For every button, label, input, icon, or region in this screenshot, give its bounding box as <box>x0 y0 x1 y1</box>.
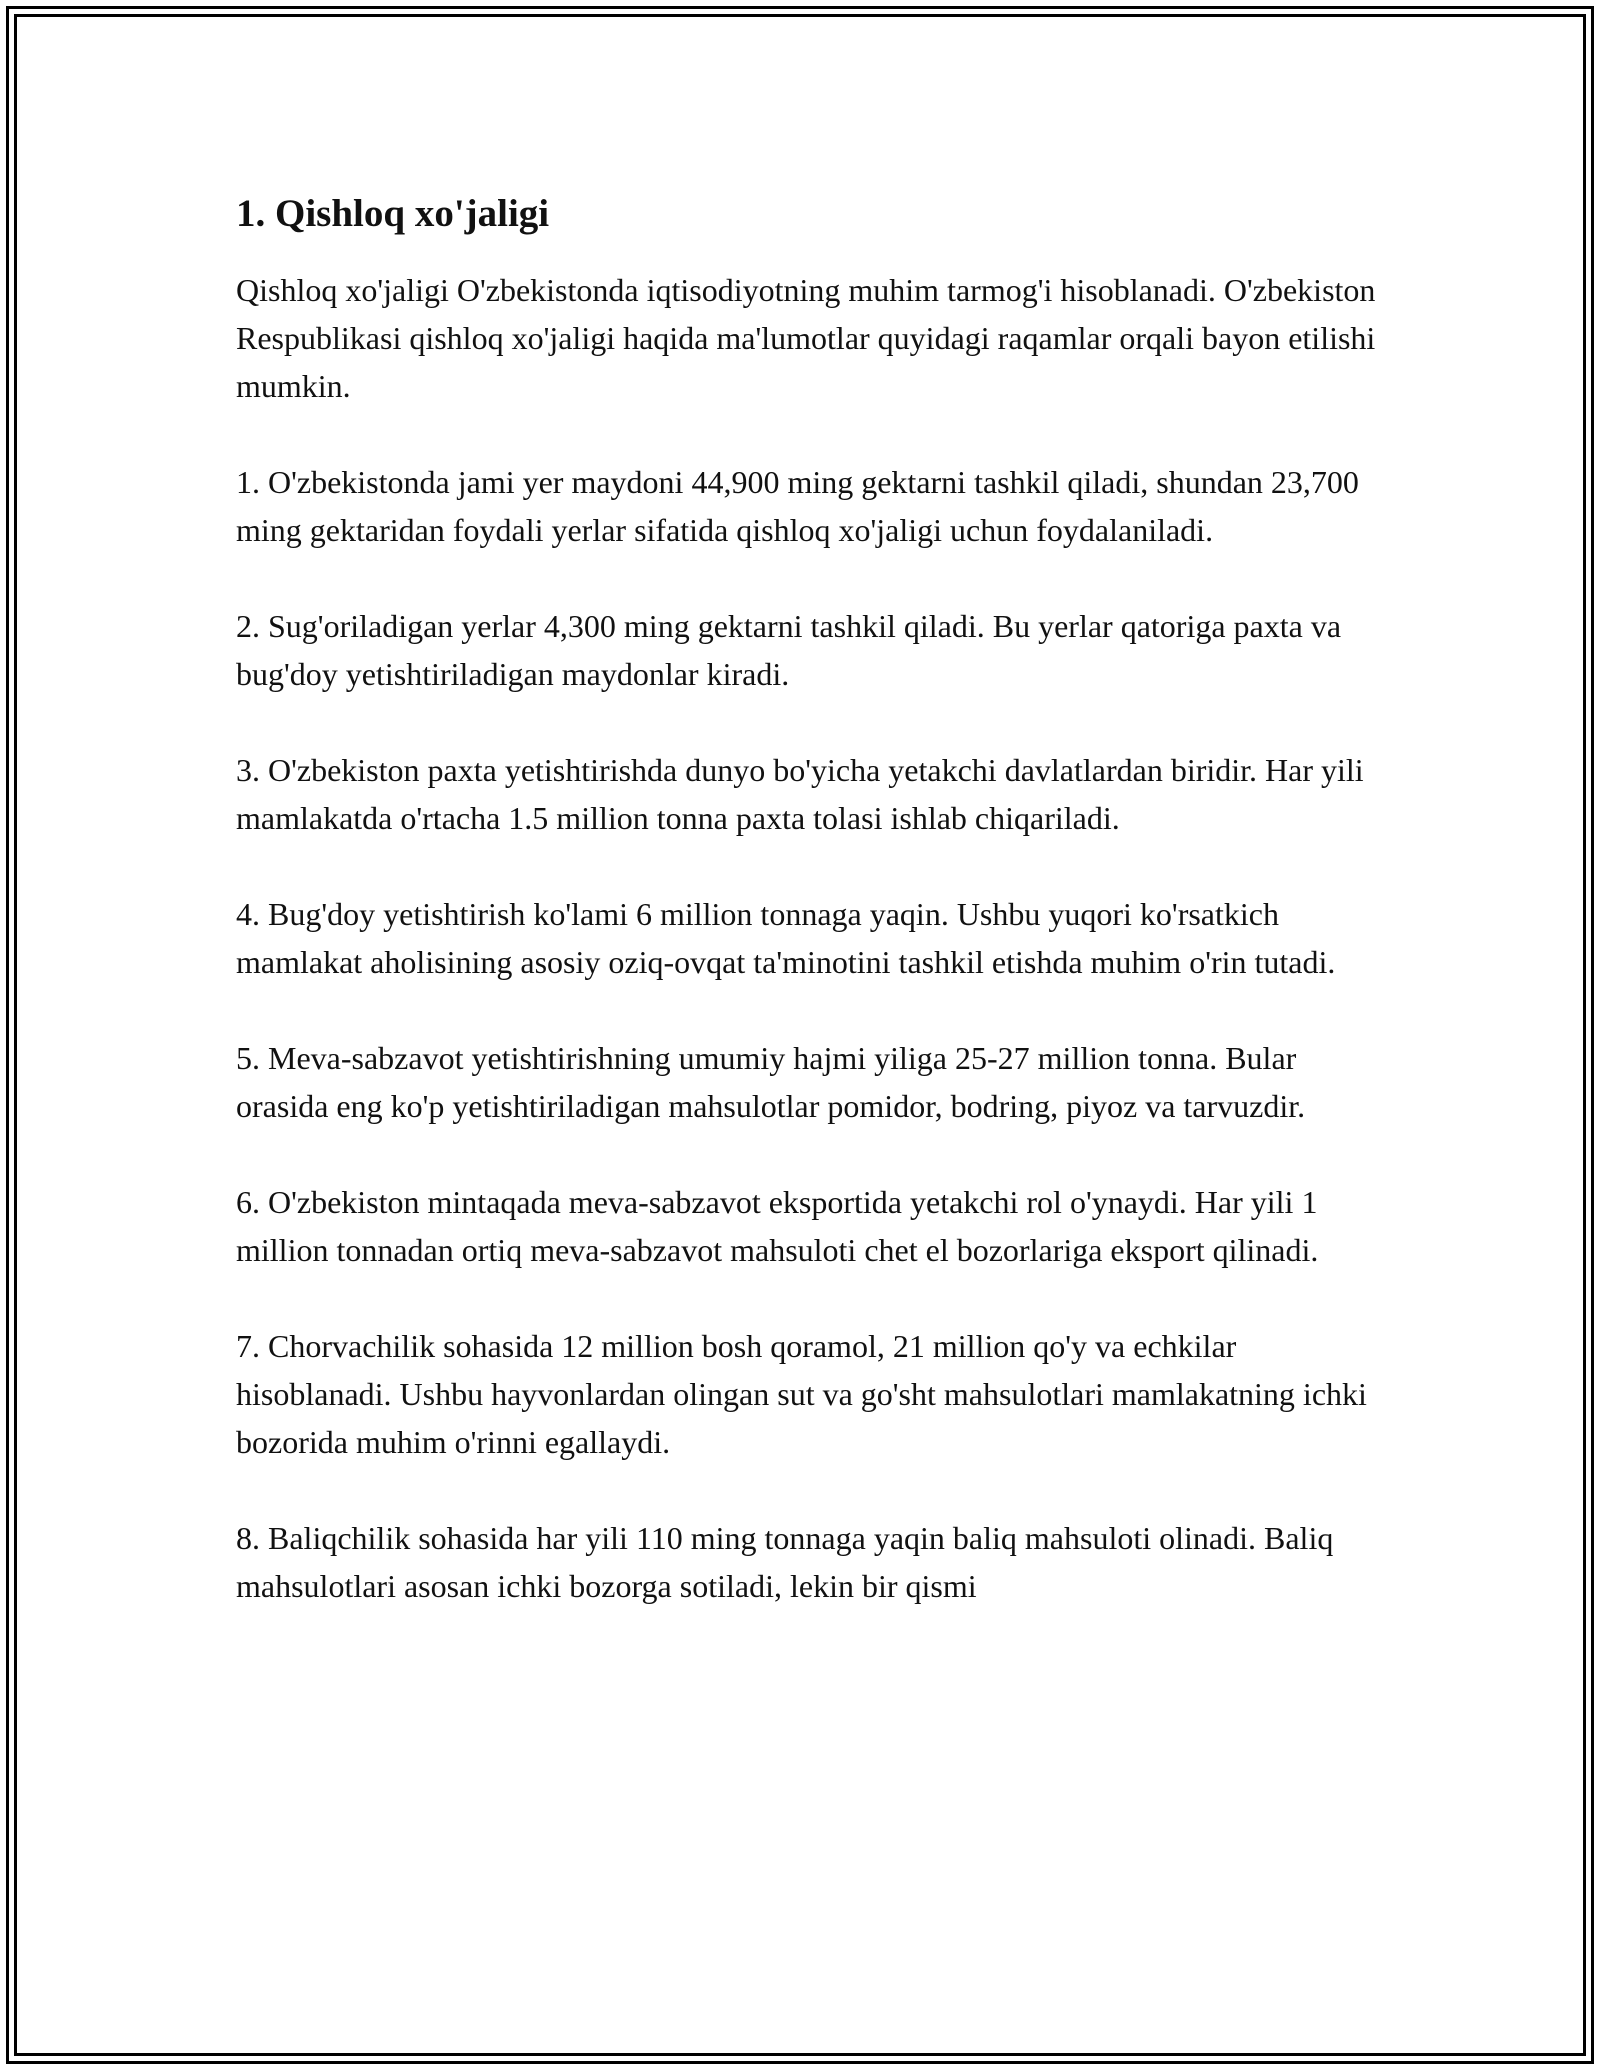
intro-paragraph: Qishloq xo'jaligi O'zbekistonda iqtisodiyotning muhim tarmog'i hisoblanadi. O'zbekiston Respublikasi qishloq xo'jaligi haqida ma'lumotlar quyidagi raqamlar orqali bayon etilishi mumkin. <box>236 272 1376 404</box>
list-item-5: 5. Meva-sabzavot yetishtirishning umumiy hajmi yiliga 25-27 million tonna. Bular orasida eng ko'p yetishtiriladigan mahsulotlar pomidor, bodring, piyoz va tarvuzdir. <box>236 1040 1306 1124</box>
list-item-7: 7. Chorvachilik sohasida 12 million bosh qoramol, 21 million qo'y va echkilar hisoblanadi. Ushbu hayvonlardan olingan sut va go'sht mahsulotlari mamlakatning ichki bozorida muhim o'rinni egallaydi. <box>236 1328 1367 1460</box>
list-item-2: 2. Sug'oriladigan yerlar 4,300 ming gektarni tashkil qiladi. Bu yerlar qatoriga paxta va bug'doy yetishtiriladigan maydonlar kiradi. <box>236 608 1342 692</box>
list-item-3: 3. O'zbekiston paxta yetishtirishda dunyo bo'yicha yetakchi davlatlardan biridir. Har yili mamlakatda o'rtacha 1.5 million tonna paxta tolasi ishlab chiqariladi. <box>236 752 1364 836</box>
section-heading: 1. Qishloq xo'jaligi <box>236 192 550 235</box>
list-item-8: 8. Baliqchilik sohasida har yili 110 ming tonnaga yaqin baliq mahsuloti olinadi. Baliq mahsulotlari asosan ichki bozorga sotiladi, lekin bir qismi <box>236 1520 1334 1604</box>
document-body <box>236 186 1376 1658</box>
list-item-6: 6. O'zbekiston mintaqada meva-sabzavot eksportida yetakchi rol o'ynaydi. Har yili 1 million tonnadan ortiq meva-sabzavot mahsuloti chet el bozorlariga eksport qilinadi. <box>236 1184 1319 1268</box>
list-item-1: 1. O'zbekistonda jami yer maydoni 44,900 ming gektarni tashkil qiladi, shundan 23,700 ming gektaridan foydali yerlar sifatida qishloq xo'jaligi uchun foydalaniladi. <box>236 464 1359 548</box>
list-item-4: 4. Bug'doy yetishtirish ko'lami 6 million tonnaga yaqin. Ushbu yuqori ko'rsatkich mamlakat aholisining asosiy oziq-ovqat ta'minotini tashkil etishda muhim o'rin tutadi. <box>236 896 1336 980</box>
